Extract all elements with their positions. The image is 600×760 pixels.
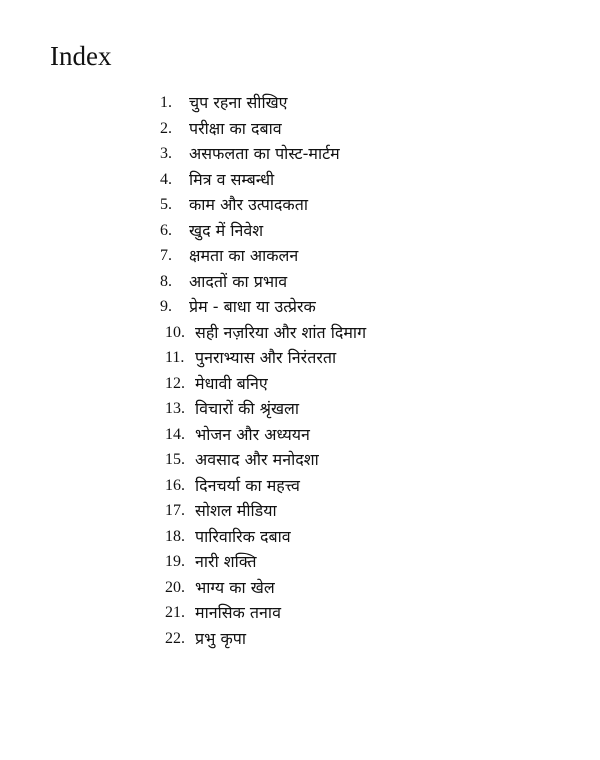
list-item: [0, 294, 600, 320]
entry-title: विचारों की श्रृंखला: [195, 399, 300, 418]
list-item: [0, 269, 600, 295]
list-item: [0, 524, 600, 550]
entry-number: 16.: [165, 476, 185, 494]
entry-title: अवसाद और मनोदशा: [195, 450, 319, 469]
entry-number: 21.: [165, 604, 185, 621]
list-item: [0, 192, 600, 218]
list-item: [0, 320, 600, 346]
entry-number: 7.: [160, 247, 172, 264]
page-title: Index: [50, 41, 112, 71]
entry-number: 10.: [165, 323, 185, 341]
entry-title: काम और उत्पादकता: [189, 195, 308, 214]
entry-title: चुप रहना सीखिए: [189, 93, 288, 112]
entry-title: नारी शक्ति: [195, 552, 257, 571]
entry-title: सोशल मीडिया: [195, 501, 277, 520]
entry-number: 3.: [160, 145, 172, 162]
entry-title: भाग्य का खेल: [195, 577, 275, 597]
entry-title: आदतों का प्रभाव: [189, 271, 288, 291]
entry-number: 5.: [160, 196, 172, 213]
entry-title: क्षमता का आकलन: [189, 246, 299, 265]
entry-title: परीक्षा का दबाव: [189, 118, 282, 138]
list-item: [0, 473, 600, 499]
entry-title: पारिवारिक दबाव: [195, 526, 291, 546]
list-item: [0, 141, 600, 167]
list-item: [0, 218, 600, 244]
entry-number: 9.: [160, 298, 172, 315]
entry-number: 12.: [165, 374, 185, 392]
entry-number: 11.: [165, 349, 185, 366]
list-item: [0, 575, 600, 601]
list-item: [0, 600, 600, 626]
list-item: [0, 345, 600, 371]
index-list: [0, 90, 600, 651]
entry-title: मित्र व सम्बन्धी: [189, 169, 275, 189]
list-item: [0, 396, 600, 422]
list-item: [0, 116, 600, 142]
entry-number: 17.: [165, 502, 185, 519]
list-item: [0, 243, 600, 269]
list-item: [0, 498, 600, 524]
entry-title: दिनचर्या का महत्त्व: [195, 475, 300, 495]
entry-number: 1.: [160, 94, 172, 111]
list-item: [0, 90, 600, 116]
list-item: [0, 167, 600, 193]
list-item: [0, 371, 600, 397]
entry-number: 6.: [160, 221, 172, 239]
entry-title: प्रेम - बाधा या उत्प्रेरक: [189, 297, 316, 316]
list-item: [0, 549, 600, 575]
entry-title: मानसिक तनाव: [195, 603, 281, 622]
entry-number: 4.: [160, 170, 172, 188]
entry-title: सही नज़रिया और शांत दिमाग: [195, 322, 367, 342]
entry-title: मेधावी बनिए: [195, 373, 268, 393]
entry-number: 18.: [165, 527, 185, 545]
entry-title: भोजन और अध्ययन: [195, 424, 310, 444]
entry-title: प्रभु कृपा: [195, 628, 246, 648]
entry-number: 13.: [165, 400, 185, 417]
entry-number: 2.: [160, 119, 172, 137]
entry-title: असफलता का पोस्ट-मार्टम: [189, 144, 340, 163]
list-item: [0, 626, 600, 652]
entry-number: 15.: [165, 451, 185, 468]
list-item: [0, 447, 600, 473]
list-item: [0, 422, 600, 448]
entry-number: 19.: [165, 553, 185, 570]
entry-number: 22.: [165, 629, 185, 647]
entry-number: 14.: [165, 425, 185, 443]
entry-number: 20.: [165, 578, 185, 596]
entry-number: 8.: [160, 272, 172, 290]
entry-title: पुनराभ्यास और निरंतरता: [195, 348, 337, 367]
entry-title: खुद में निवेश: [189, 220, 264, 240]
